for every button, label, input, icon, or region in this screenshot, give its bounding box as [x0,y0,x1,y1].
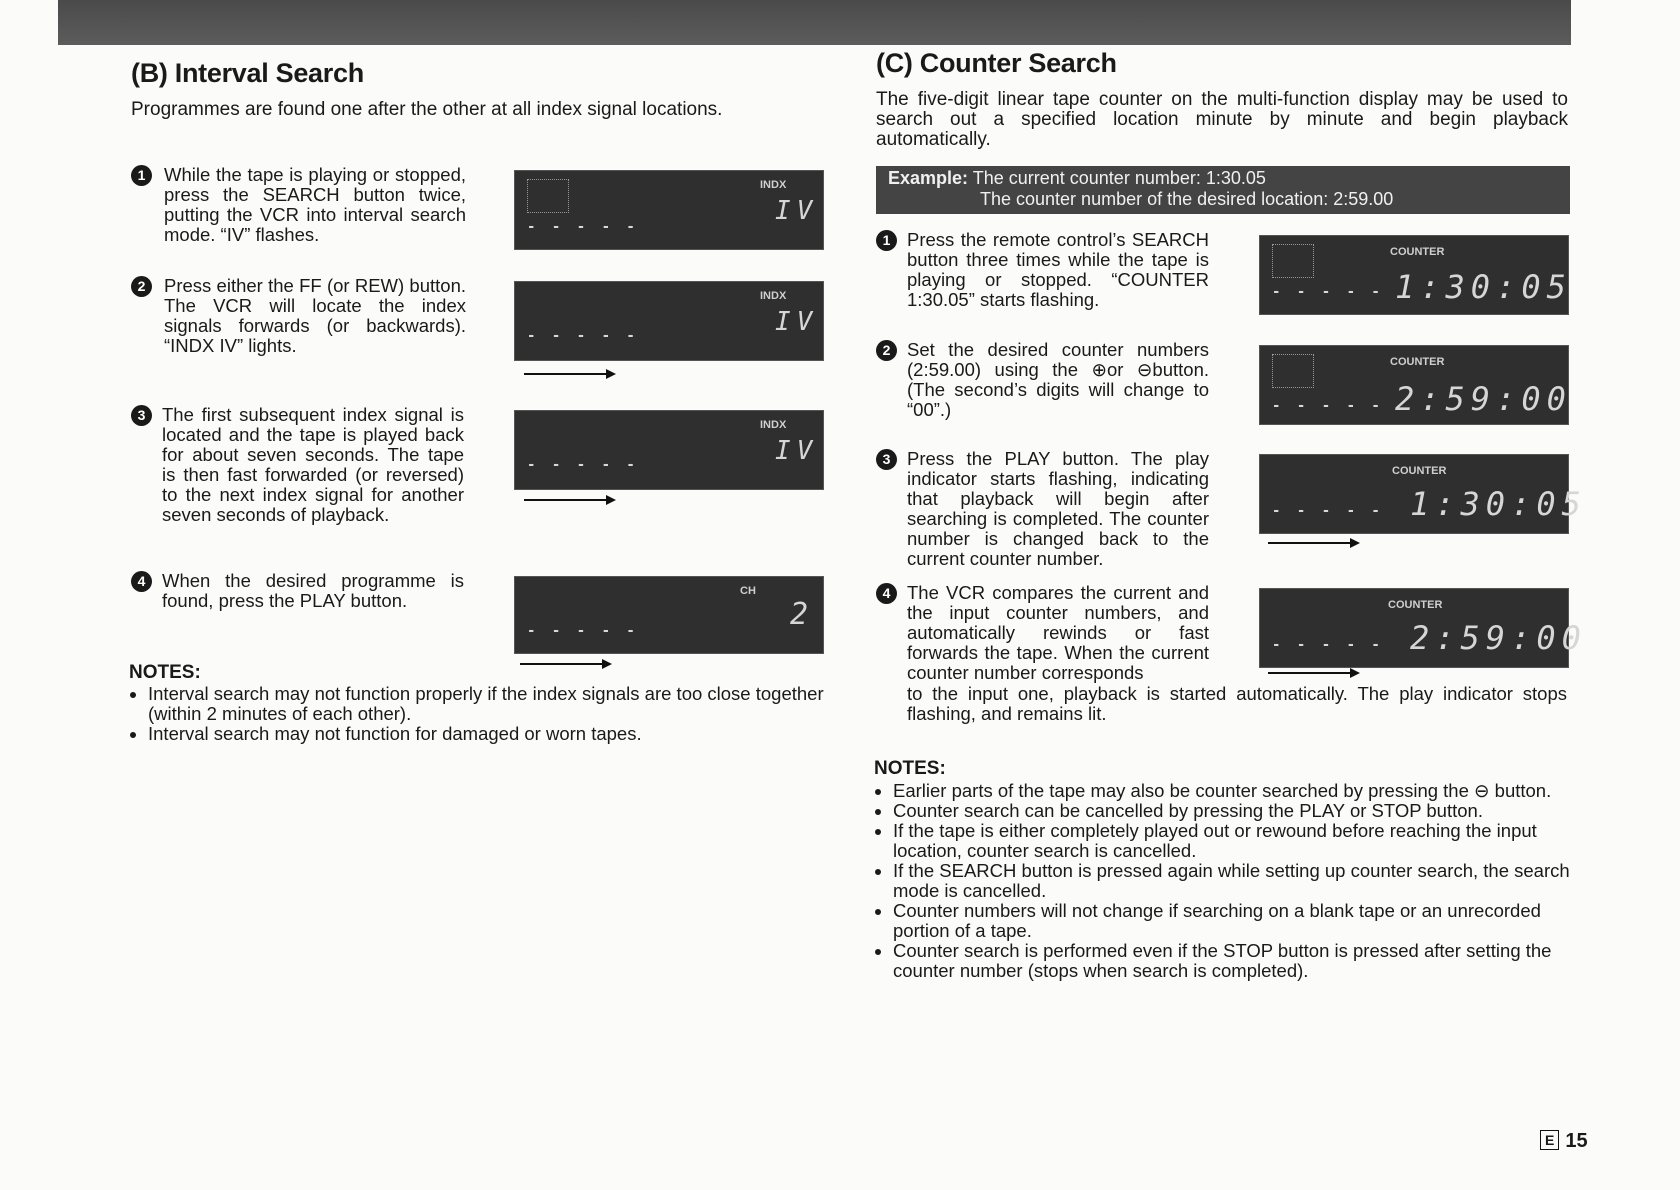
note-item: • Counter search is performed even if the STOP button is pressed after setting the counter number (stops when search is completed). [893,941,1593,981]
counter-step-4-continued: to the input one, playback is started automatically. The play indicator stops flashing, and remains lit. [907,683,1567,724]
counter-intro: The five-digit linear tape counter on the multi-function display may be used to search out a specified location minute by minute and begin playback automatically. [876,89,1568,150]
lcd-display: - - - - - COUNTER 2:59:00 [1259,345,1569,425]
note-item: • Earlier parts of the tape may also be counter searched by pressing the ⊖ button. [893,781,1593,801]
lcd-display: - - - - - COUNTER 1:30:05 [1259,454,1569,534]
interval-intro: Programmes are found one after the other at all index signal locations. [131,99,723,120]
language-box: E [1540,1130,1559,1150]
note-item: • Interval search may not function for damaged or worn tapes. [148,724,838,744]
counter-step-4: The VCR compares the current and the input counter numbers, and automatically rewinds or fast forwards the tape. When the current counter number corresponds [907,582,1209,683]
page-number [1540,1130,1588,1153]
note-item: • If the SEARCH button is pressed again while setting up counter search, the search mode is cancelled. [893,861,1593,901]
counter-step-2: Set the desired counter numbers (2:59.00) using the ⊕or ⊖button. (The second’s digits will change to “00”.) [907,339,1209,420]
interval-step-3: The first subsequent index signal is located and the tape is played back for about seven seconds. The tape is then fast forwarded (or reversed) to the next index signal for another seven seconds of playback. [162,404,464,525]
interval-step-2: Press either the FF (or REW) button. The VCR will locate the index signals forwards (or backwards). “INDX IV” lights. [164,275,466,356]
note-item: • Interval search may not function properly if the index signals are too close together (within 2 minutes of each other). [148,684,838,724]
lcd-display: - - - - - COUNTER 2:59:00 [1259,588,1569,668]
lcd-display: - - - - - INDX IV [514,170,824,250]
step-number: 1 [131,165,152,186]
note-item: • If the tape is either completely played out or rewound before reaching the input location, counter search is cancelled. [893,821,1593,861]
step-number: 1 [876,230,897,251]
arrow-icon [520,663,610,665]
example-line-1: The current counter number: 1:30.05 [972,168,1266,188]
notes-title: NOTES: [874,758,946,779]
section-title-interval-search: (B) Interval Search [131,58,364,88]
interval-step-4: When the desired programme is found, press the PLAY button. [162,570,464,611]
step-number: 3 [876,449,897,470]
page-number-value: 15 [1565,1130,1588,1152]
example-label: Example: [888,168,969,188]
notes-title: NOTES: [129,662,201,683]
note-item: • Counter numbers will not change if searching on a blank tape or an unrecorded portion of a tape. [893,901,1593,941]
interval-notes [130,684,838,744]
arrow-icon [524,499,614,501]
header-bar [58,0,1571,45]
counter-step-1: Press the remote control’s SEARCH button three times while the tape is playing or stopped. “COUNTER 1:30.05” starts flashing. [907,229,1209,310]
example-box [876,166,1570,214]
arrow-icon [1268,672,1358,674]
step-number: 4 [131,571,152,592]
example-line-2: The counter number of the desired location: 2:59.00 [980,189,1394,209]
lcd-display: - - - - - INDX IV [514,281,824,361]
counter-step-3: Press the PLAY button. The play indicator starts flashing, indicating that playback will begin after searching is completed. The counter number is changed back to the current counter number. [907,448,1209,569]
step-number: 4 [876,583,897,604]
section-title-counter-search: (C) Counter Search [876,48,1117,78]
step-number: 2 [876,340,897,361]
step-number: 3 [131,405,152,426]
counter-notes [875,781,1593,981]
note-item: • Counter search can be cancelled by pressing the PLAY or STOP button. [893,801,1593,821]
lcd-display: - - - - - COUNTER 1:30:05 [1259,235,1569,315]
interval-step-1: While the tape is playing or stopped, press the SEARCH button twice, putting the VCR into interval search mode. “IV” flashes. [164,164,466,245]
lcd-display: - - - - - INDX IV [514,410,824,490]
lcd-display: - - - - - CH 2 [514,576,824,654]
step-number: 2 [131,276,152,297]
arrow-icon [1268,542,1358,544]
arrow-icon [524,373,614,375]
